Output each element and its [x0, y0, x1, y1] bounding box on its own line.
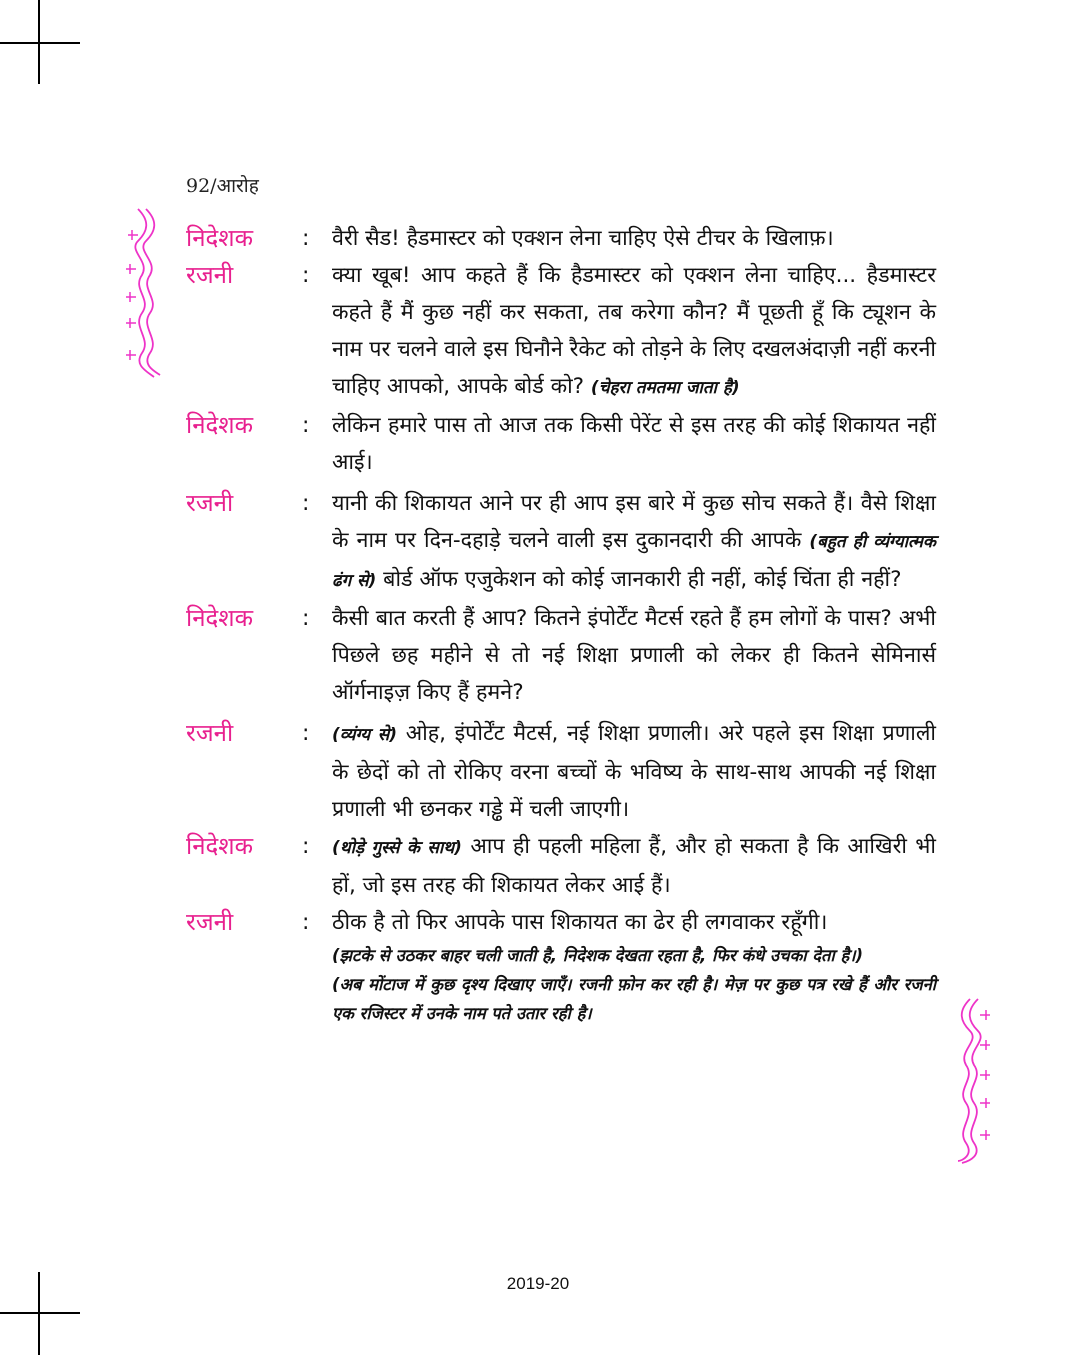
- dialogue-entry: [186, 485, 936, 600]
- speaker-name: निदेशक: [186, 604, 254, 632]
- dialogue-entry: [186, 904, 936, 941]
- stage-direction-block: (अब मोंटाज में कुछ दृश्य दिखाए जाएँ। रजनी फ़ोन कर रही है। मेज़ पर कुछ पत्र रखे हैं और रजनी एक रजिस्टर में उनके नाम पते उतार रही है।: [332, 975, 936, 1023]
- speech-line: क्या खूब! आप कहते हैं कि हैडमास्टर को एक्शन लेना चाहिए... हैडमास्टर कहते हैं मैं कुछ नहीं कर सकता, तब करेगा कौन? मैं पूछती हूँ कि ट्यूशन के नाम पर चलने वाले इस घिनौने रैकेट को तोड़ने के लिए दखलअंदाज़ी नहीं करनी चाहिए आपको, आपके बोर्ड को?: [332, 263, 936, 399]
- speech-text: [332, 485, 936, 600]
- colon: :: [302, 721, 310, 746]
- dialogue-entry: [186, 407, 936, 481]
- colon: :: [302, 263, 310, 288]
- colon: :: [302, 491, 310, 516]
- speech-line: आप ही पहली महिला हैं, और हो सकता है कि आखिरी भी हों, जो इस तरह की शिकायत लेकर आई हैं।: [332, 834, 936, 898]
- speech-text: [332, 715, 936, 828]
- page-footer: 2019-20: [506, 1274, 570, 1293]
- stage-direction: (बहुत ही व्यंग्यात्मक ढंग से): [332, 532, 936, 591]
- speaker-name: रजनी: [186, 261, 234, 289]
- speech-text: [332, 600, 936, 711]
- speaker-name: रजनी: [186, 489, 234, 517]
- dialogue-entry: [186, 828, 936, 904]
- right-ornament-icon: [956, 995, 998, 1165]
- dialogue: [186, 220, 936, 1028]
- crop-mark-top-horizontal: [0, 42, 80, 44]
- dialogue-entry: [186, 220, 936, 257]
- speaker-name: निदेशक: [186, 224, 254, 252]
- speech-line: बोर्ड ऑफ एजुकेशन को कोई जानकारी ही नहीं, कोई चिंता ही नहीं?: [383, 567, 902, 592]
- speech-line: वैरी सैड! हैडमास्टर को एक्शन लेना चाहिए ऐसे टीचर के खिलाफ़।: [332, 226, 834, 251]
- dialogue-entry: [186, 257, 936, 407]
- stage-direction-block: (झटके से उठकर बाहर चली जाती है, निदेशक देखता रहता है, फिर कंधे उचका देता है।): [332, 946, 864, 965]
- left-ornament-icon: [120, 205, 162, 380]
- colon: :: [302, 606, 310, 631]
- speech-line: यानी की शिकायत आने पर ही आप इस बारे में कुछ सोच सकते हैं। वैसे शिक्षा के नाम पर दिन-दहाड़े चलने वाली इस दुकानदारी की आपके: [332, 491, 936, 553]
- colon: :: [302, 834, 310, 859]
- dialogue-entry: [186, 715, 936, 828]
- crop-mark-bottom-horizontal: [0, 1312, 80, 1314]
- page-header: 92/आरोह: [186, 175, 259, 197]
- speech-line: ठीक है तो फिर आपके पास शिकायत का ढेर ही लगवाकर रहूँगी।: [332, 910, 828, 935]
- speaker-name: रजनी: [186, 908, 234, 936]
- colon: :: [302, 413, 310, 438]
- speech-line: ओह, इंपोर्टेंट मैटर्स, नई शिक्षा प्रणाली। अरे पहले इस शिक्षा प्रणाली के छेदों को तो रोकिए वरना बच्चों के भविष्य के साथ-साथ आपकी नई शिक्षा प्रणाली भी छनकर गड्ढे में चली जाएगी।: [332, 721, 936, 822]
- speech-text: [332, 257, 936, 407]
- speech-text: [332, 904, 936, 941]
- stage-direction: (व्यंग्य से): [332, 725, 398, 745]
- speech-text: [332, 407, 936, 481]
- dialogue-entry: [186, 600, 936, 711]
- speech-text: [332, 828, 936, 904]
- speech-line: कैसी बात करती हैं आप? कितने इंपोर्टेंट मैटर्स रहते हैं हम लोगों के पास? अभी पिछले छह महीने से तो नई शिक्षा प्रणाली को लेकर ही कितने सेमिनार्स ऑर्गनाइज़ किए हैं हमने?: [332, 606, 936, 705]
- speaker-name: निदेशक: [186, 832, 254, 860]
- speech-text: [332, 220, 936, 257]
- colon: :: [302, 910, 310, 935]
- stage-direction: (थोड़े गुस्से के साथ): [332, 838, 462, 858]
- colon: :: [302, 226, 310, 251]
- speaker-name: रजनी: [186, 719, 234, 747]
- stage-direction: (चेहरा तमतमा जाता है): [590, 378, 740, 398]
- speech-line: लेकिन हमारे पास तो आज तक किसी पेरेंट से इस तरह की कोई शिकायत नहीं आई।: [332, 413, 936, 475]
- speaker-name: निदेशक: [186, 411, 254, 439]
